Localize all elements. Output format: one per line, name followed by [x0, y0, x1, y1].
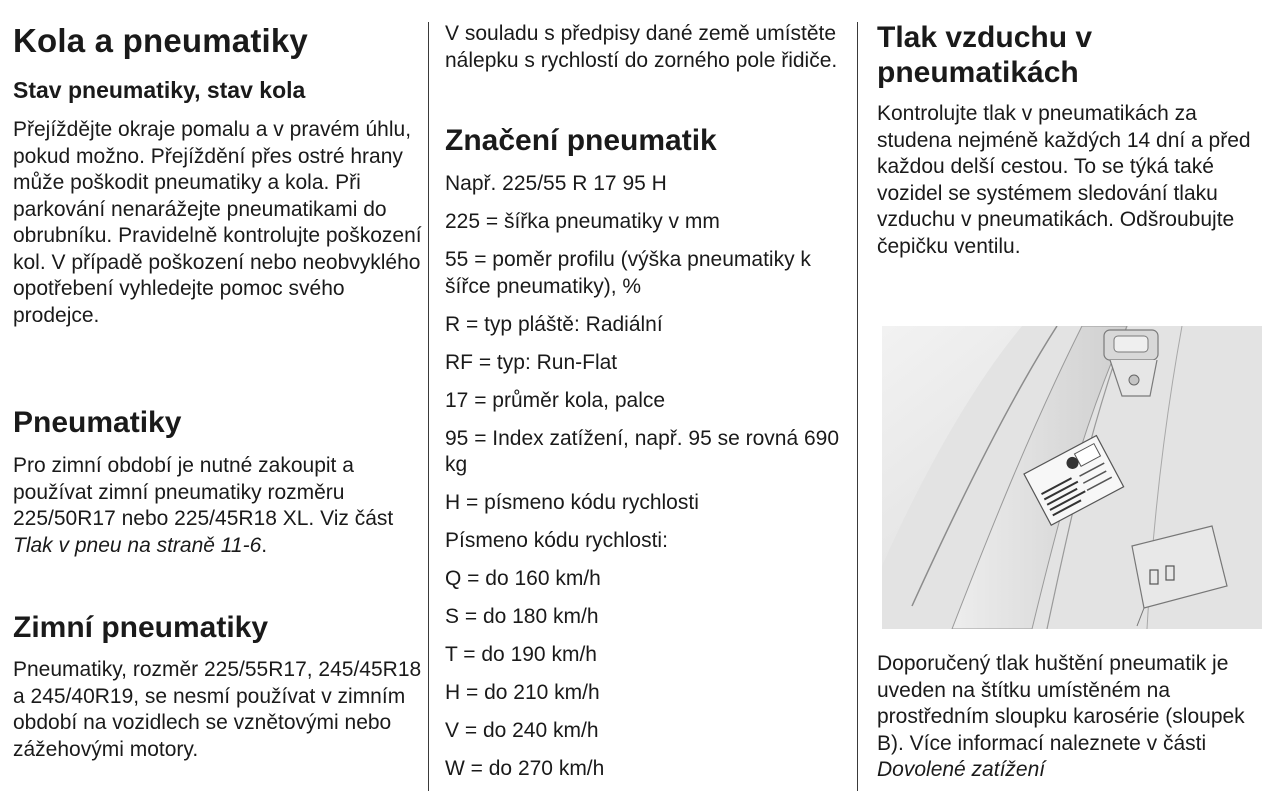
list-item: Např. 225/55 R 17 95 H [445, 172, 667, 195]
list-item: R = typ pláště: Radiální [445, 312, 663, 336]
list-item: RF = typ: Run-Flat [445, 350, 618, 374]
pressure-paragraph: Kontrolujte tlak v pneumatikách za studena nejméně každých 14 dní a před každou delší cestou. To se týká také vozidel se systémem sledování tlaku vzduchu v pneumatikách. Odšroubujte čepičku ventilu. [877, 102, 1251, 258]
tire-marking-list [445, 171, 850, 794]
list-item: H = písmeno kódu rychlosti [445, 491, 699, 514]
tires-paragraph-text: Pro zimní období je nutné zakoupit a používat zimní pneumatiky rozměru 225/50R17 nebo 225/45R18 XL. Viz část [13, 454, 394, 530]
tires-paragraph-end: . [261, 533, 268, 557]
column-left [0, 0, 428, 799]
list-item: 55 = poměr profilu (výška pneumatiky k šířce pneumatiky), % [445, 248, 811, 298]
recommended-pressure-paragraph [877, 651, 1272, 784]
winter-tires-paragraph: Pneumatiky, rozměr 225/55R17, 245/45R18 a 245/40R19, se nesmí používat v zimním období na vozidlech se vznětovými nebo zážehovými motory. [13, 658, 422, 761]
list-item: H = do 210 km/h [445, 681, 600, 704]
speed-sticker-paragraph: V souladu s předpisy dané země umístěte nálepku s rychlostí do zorného pole řidiče. [445, 22, 838, 72]
list-item: T = do 190 km/h [445, 643, 597, 666]
list-item: 225 = šířka pneumatiky v mm [445, 210, 720, 233]
list-item: Písmeno kódu rychlosti: [445, 529, 668, 552]
b-pillar-tire-label-illustration [882, 326, 1262, 629]
column-middle [428, 0, 858, 799]
permitted-load-reference-link[interactable]: Dovolené zatížení [877, 758, 1046, 781]
recommended-pressure-text: Doporučený tlak huštění pneumatik je uveden na štítku umístěném na prostředním sloupku karosérie (sloupek B). Více informací naleznete v části [877, 652, 1245, 755]
heading-tire-marking: Značení pneumatik [445, 124, 717, 157]
tires-paragraph [13, 453, 423, 559]
subtitle-tire-condition: Stav pneumatiky, stav kola [13, 77, 306, 103]
condition-paragraph: Přejíždějte okraje pomalu a v pravém úhlu, pokud možno. Přejíždění přes ostré hrany může poškodit pneumatiky a kola. Při parkování nenarážejte pneumatikami do obrubníku. Pravidelně kontrolujte poškození kol. V případě poškození nebo neobvyklého opotřebení vyhledejte pomoc svého prodejce. [13, 118, 422, 327]
list-item: S = do 180 km/h [445, 605, 599, 628]
list-item: Q = do 160 km/h [445, 567, 601, 590]
heading-winter-tires: Zimní pneumatiky [13, 611, 269, 644]
list-item: 17 = průměr kola, palce [445, 388, 666, 412]
heading-tires: Pneumatiky [13, 406, 182, 439]
column-right [858, 0, 1274, 799]
list-item: 95 = Index zatížení, např. 95 se rovná 690 kg [445, 426, 840, 476]
list-item: W = do 270 km/h [445, 757, 605, 780]
heading-tire-pressure: Tlak vzduchu v pneumatikách [877, 21, 1093, 89]
list-item: V = do 240 km/h [445, 719, 599, 742]
tire-pressure-reference-link[interactable]: Tlak v pneu na straně 11-6 [13, 533, 262, 557]
page-title: Kola a pneumatiky [13, 22, 308, 59]
